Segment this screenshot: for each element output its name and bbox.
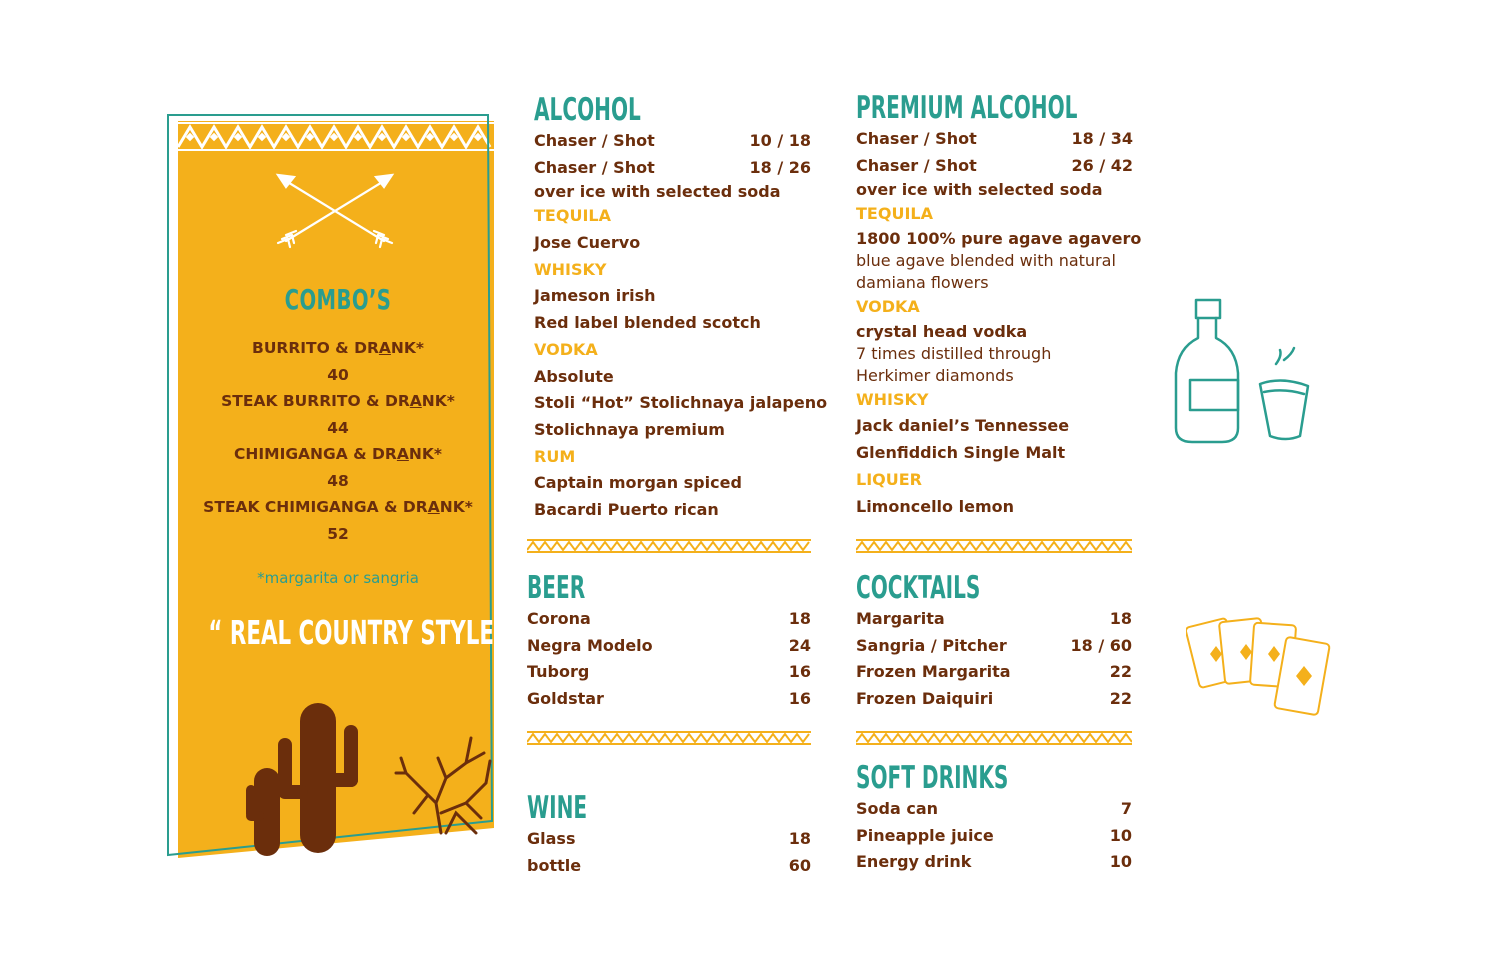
premium-row: Chaser / Shot 26 / 42 xyxy=(856,155,1133,175)
alcohol-row: Chaser / Shot 18 / 26 xyxy=(534,157,811,177)
combo-item-name: STEAK CHIMIGANGA & DRANK* xyxy=(203,498,473,516)
menu-item: Limoncello lemon xyxy=(856,496,1014,516)
menu-item: Glenfiddich Single Malt xyxy=(856,443,1066,463)
category-tequila: TEQUILA xyxy=(856,204,933,224)
item-description: damiana flowers xyxy=(856,273,989,293)
wine-row: Glass 18 xyxy=(527,829,811,848)
beer-title: BEER xyxy=(527,570,586,606)
alcohol-title: ALCOHOL xyxy=(534,92,641,128)
alcohol-section xyxy=(534,92,828,524)
combo-slogan: “ REAL COUNTRY STYLE ” xyxy=(208,613,516,652)
wine-title: WINE xyxy=(527,790,588,826)
combo-item-price: 48 xyxy=(327,471,349,490)
soft-drinks-section xyxy=(856,760,1132,876)
combo-item-name: CHIMIGANGA & DRANK* xyxy=(234,445,442,463)
menu-item: Bacardi Puerto rican xyxy=(534,499,719,519)
combo-item-name: BURRITO & DRANK* xyxy=(252,339,424,357)
category-tequila: TEQUILA xyxy=(534,206,611,226)
zigzag-divider xyxy=(527,731,811,745)
beer-section xyxy=(527,570,811,713)
wine-row: bottle 60 xyxy=(527,855,811,875)
cocktail-row: Margarita 18 xyxy=(856,609,1132,628)
menu-item: Jose Cuervo xyxy=(534,233,641,253)
cocktail-row: Frozen Daiquiri 22 xyxy=(856,689,1132,709)
menu-item: Stoli “Hot” Stolichnaya jalapeno xyxy=(534,393,828,413)
combo-item-price: 52 xyxy=(327,524,349,543)
category-whisky: WHISKY xyxy=(856,389,929,409)
category-liquer: LIQUER xyxy=(856,469,922,489)
combo-item-price: 44 xyxy=(327,418,349,437)
beer-row: Goldstar 16 xyxy=(527,689,811,709)
menu-item: crystal head vodka xyxy=(856,321,1028,341)
category-vodka: VODKA xyxy=(856,297,920,317)
menu-item: Jack daniel’s Tennessee xyxy=(856,416,1070,436)
category-vodka: VODKA xyxy=(534,339,598,359)
item-description: blue agave blended with natural xyxy=(856,251,1116,271)
menu-item: Absolute xyxy=(534,366,614,386)
combo-item-price: 40 xyxy=(327,365,349,384)
alcohol-row-sub: over ice with selected soda xyxy=(534,182,781,202)
category-rum: RUM xyxy=(534,446,576,466)
premium-row: Chaser / Shot 18 / 34 xyxy=(856,129,1133,148)
premium-title: PREMIUM ALCOHOL xyxy=(856,90,1078,126)
item-description: Herkimer diamonds xyxy=(856,365,1014,385)
cocktail-row: Sangria / Pitcher 18 / 60 xyxy=(856,635,1132,655)
soft-drink-row: Soda can 7 xyxy=(856,799,1132,818)
wine-section xyxy=(527,790,811,879)
menu-item: 1800 100% pure agave agavero xyxy=(856,229,1142,249)
premium-section xyxy=(856,90,1142,520)
soft-drink-row: Pineapple juice 10 xyxy=(856,825,1132,845)
combo-item-name: STEAK BURRITO & DRANK* xyxy=(221,392,455,410)
combo-panel xyxy=(166,113,516,858)
category-whisky: WHISKY xyxy=(534,259,607,279)
menu-item: Captain morgan spiced xyxy=(534,473,742,493)
cocktail-row: Frozen Margarita 22 xyxy=(856,662,1132,682)
soft-drink-row: Energy drink 10 xyxy=(856,852,1132,872)
premium-row-sub: over ice with selected soda xyxy=(856,180,1103,200)
playing-cards-icon xyxy=(1186,612,1331,722)
menu-item: Red label blended scotch xyxy=(534,313,761,333)
combo-title: COMBO’S xyxy=(284,283,392,316)
zigzag-divider xyxy=(856,539,1132,553)
bottle-and-shot-icon xyxy=(1172,292,1317,452)
menu-item: Jameson irish xyxy=(534,286,656,306)
beer-row: Corona 18 xyxy=(527,609,811,628)
zigzag-divider xyxy=(527,539,811,553)
zigzag-divider xyxy=(856,731,1132,745)
soft-drinks-title: SOFT DRINKS xyxy=(856,760,1009,796)
cocktails-title: COCKTAILS xyxy=(856,570,981,606)
combo-list xyxy=(178,335,498,547)
alcohol-row: Chaser / Shot 10 / 18 xyxy=(534,131,811,150)
menu-item: Stolichnaya premium xyxy=(534,419,725,439)
beer-row: Negra Modelo 24 xyxy=(527,635,811,655)
beer-row: Tuborg 16 xyxy=(527,662,811,682)
item-description: 7 times distilled through xyxy=(856,343,1052,363)
combo-note: *margarita or sangria xyxy=(257,569,419,587)
cocktails-section xyxy=(856,570,1132,713)
